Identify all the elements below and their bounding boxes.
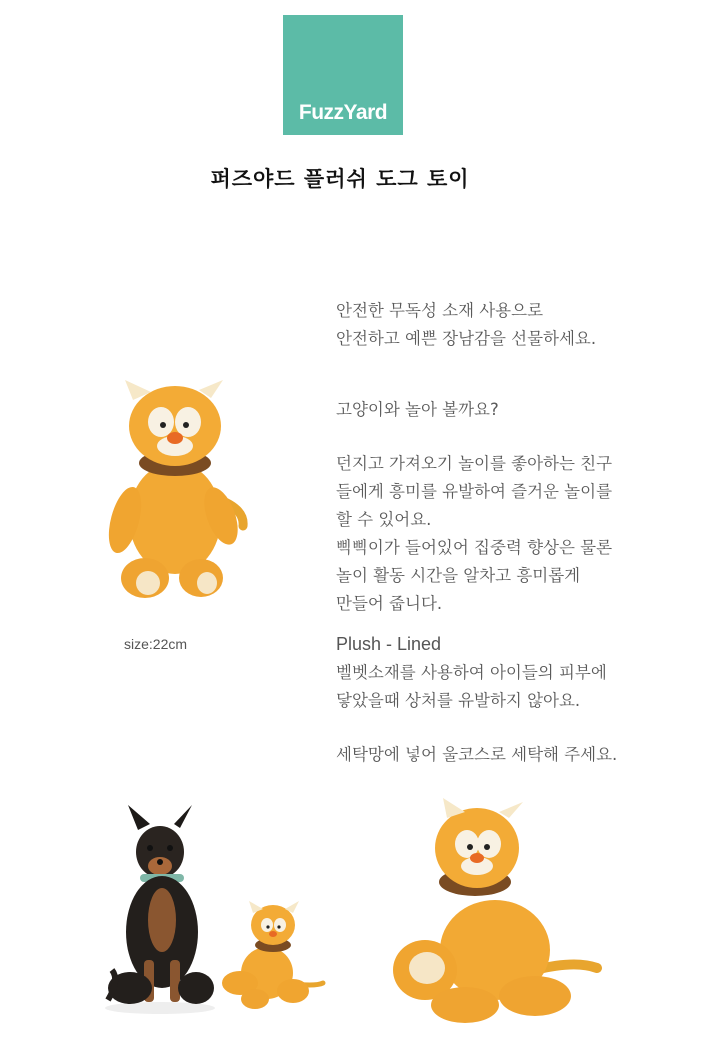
play-line-3: 할 수 있어요. xyxy=(336,510,432,529)
intro-line-2: 안전하고 예쁜 장남감을 선물하세요. xyxy=(336,329,597,348)
dog-photo xyxy=(100,810,220,1015)
play-description xyxy=(336,450,706,618)
play-line-4: 삑삑이가 들어있어 집중력 향상은 물론 xyxy=(336,538,613,557)
cat-plush-toy-image xyxy=(95,378,255,613)
product-title: 퍼즈야드 플러쉬 도그 토이 xyxy=(210,167,470,191)
washing-instruction xyxy=(336,741,706,769)
play-line-6: 만들어 줍니다. xyxy=(336,594,443,613)
material-line-2: 닿았을때 상처를 유발하지 않아요. xyxy=(336,691,581,710)
size-label: size:22cm xyxy=(124,636,188,652)
washing-line: 세탁망에 넣어 울코스로 세탁해 주세요. xyxy=(336,745,618,764)
small-cat-plush-image xyxy=(215,903,330,1013)
intro-line-1: 안전한 무독성 소재 사용으로 xyxy=(336,301,544,320)
play-line-5: 놀이 활동 시간을 알차고 흥미롭게 xyxy=(336,566,581,585)
cat-plush-side-image xyxy=(385,800,605,1025)
question-line: 고양이와 놀아 볼까요? xyxy=(336,400,499,419)
brand-logo-text: FuzzYard xyxy=(298,101,388,124)
material-line-1: 벨벳소재를 사용하여 아이들의 피부에 xyxy=(336,663,607,682)
material-heading: Plush - Lined xyxy=(336,634,442,654)
material-description xyxy=(336,659,706,715)
question-text xyxy=(336,396,706,424)
brand-logo xyxy=(283,15,403,135)
play-line-1: 던지고 가져오기 놀이를 좋아하는 친구 xyxy=(336,454,613,473)
intro-text xyxy=(336,297,706,353)
play-line-2: 들에게 흥미를 유발하여 즐거운 놀이를 xyxy=(336,482,613,501)
